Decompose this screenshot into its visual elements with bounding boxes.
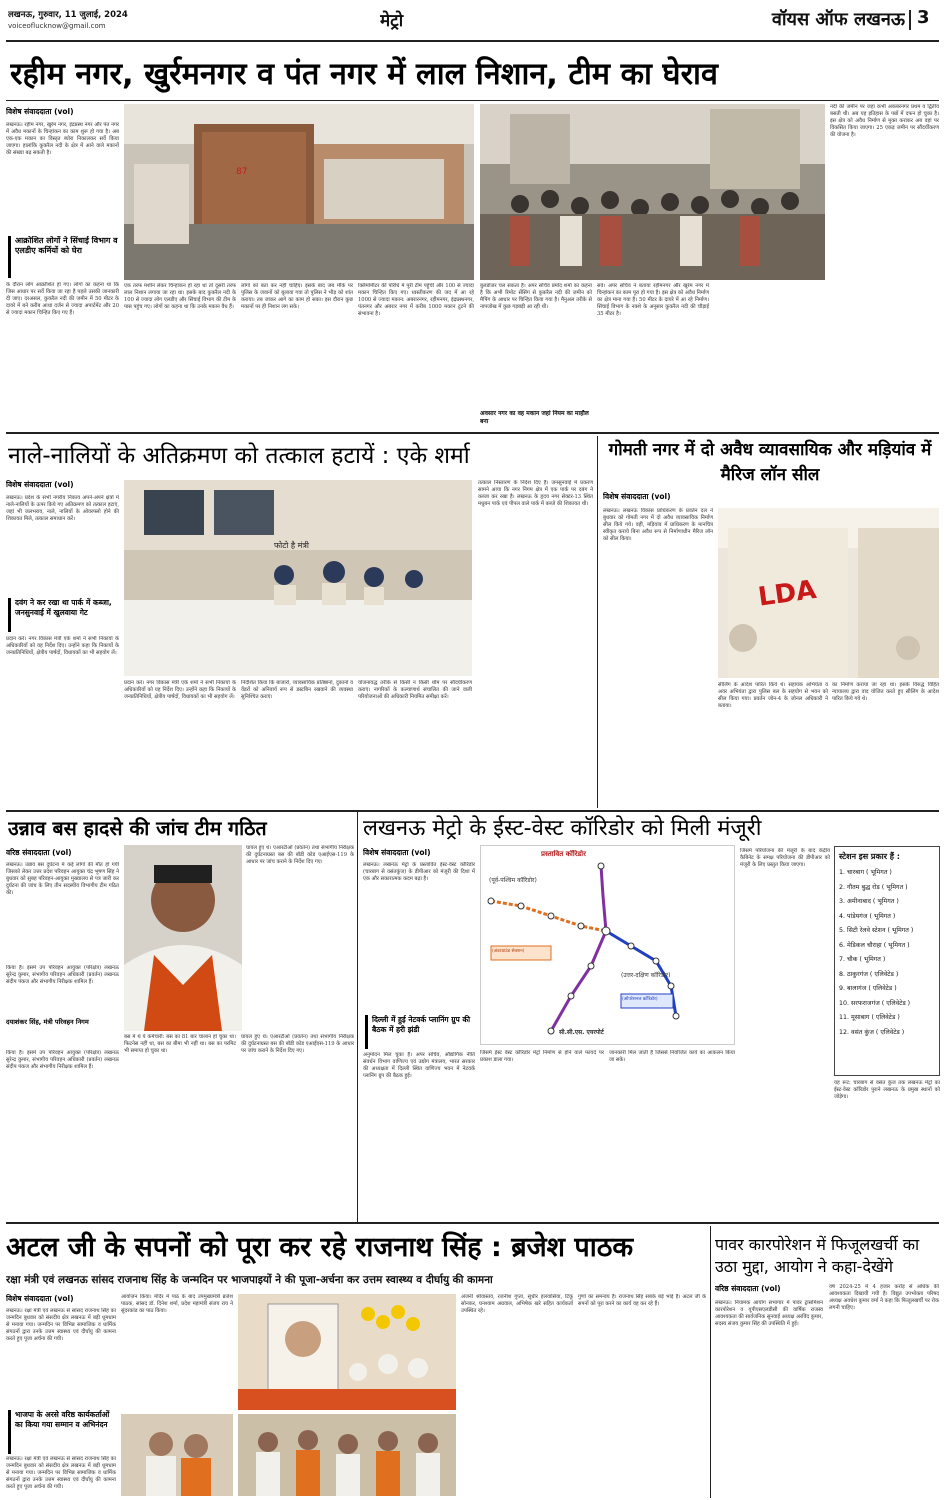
story2-col2: प्रदान करें। नगर विकास मंत्री एके शर्मा ने सभी निकायों के अधिकारियों को यह निर्देश दिए। उन्होंने कहा कि निकायों के जनप्रतिनिधियों, क्षेत्रीय पार्षदों, विधायकों का भी सहयोग लें। <box>6 636 119 656</box>
station-item: 7. चौक ( भूमिगत ) <box>839 956 886 963</box>
station-item: 4. पांडेयगंज ( भूमिगत ) <box>839 912 896 920</box>
station-item: 9. बालागंज ( एलिवेटेड ) <box>839 985 897 992</box>
story7-col2: वर्ष 2024-25 में 4 हजार करोड़ से अधिक की आवश्यकता दिखायी गयी है। विद्युत उपभोक्ता परिषद अध्यक्ष अवधेश कुमार वर्मा ने कहा कि फिजूलखर्ची पर रोक लगनी चाहिए। <box>829 1284 939 1311</box>
station-item: 3. अमीनाबाद ( भूमिगत ) <box>839 898 899 905</box>
story7-headline: पावर कारपोरेशन में फिजूलखर्ची का उठा मुद्दा, आयोग ने कहा-देखेंगे <box>715 1235 920 1276</box>
story1-house-photo <box>124 104 474 280</box>
masthead-section: मेट्रो <box>380 11 404 31</box>
svg-text:87: 87 <box>236 167 248 177</box>
station-item: 12. वसंत कुंज ( एलिवेटेड ) <box>839 1028 905 1036</box>
story6-photo-bottom-left <box>121 1414 233 1496</box>
story1-byline: विशेष संवाददाता (vol) <box>6 107 74 116</box>
map-box-operational: (ऑपरेशनल कॉरिडोर) <box>622 997 658 1002</box>
story5-subhead: दिल्ली में हुई नेटवर्क प्लानिंग ग्रुप की बैठक में हरी झंडी <box>365 1015 475 1049</box>
story4-bottom-rule <box>6 1222 939 1224</box>
story4-col5: बस में थे ये कर्मचारी: बस का 81 बार चालान हो चुका था। फिटनेस नहीं था, बस का बीमा भी नहीं था। बस का परमिट भी समाप्त हो चुका था। <box>124 1034 236 1054</box>
map-end-label: सी.सी.एस. एयरपोर्ट <box>559 1029 604 1036</box>
story1-col1: के दौरान लोग आक्रोशित हो गए। लोगों का कहना था कि जिस आधार पर सर्वे किया जा रहा है पहले उसकी जानकारी दी जाए। दरअसल, कुकरैल नदी की जमीन में 50 मीटर के दायरे में बने करीब आधा दर्जन से ज्यादा अपार्टमेंट और 20 से ज्यादा मकान चिन्हित किए गए हैं। <box>6 282 119 316</box>
story1-col6: सर्वे। अपर सचिव ने बताया रहीमनगर और खुर्रम नगर में चिन्हांकन का काम पूरा हो गया है। इस क्षेत्र को अवैध निर्माण का क्षेत्र माना गया है। 50 मीटर के दायरे में आ रहे निर्माण। सिंचाई विभाग के नक्शे के अनुसार कुकरैल नदी की चौड़ाई 35 मीटर है। <box>597 283 709 317</box>
story3-col1: लखनऊ। लखनऊ विकास प्राधिकरण के प्रवर्तन दल ने बुधवार को गोमती नगर में दो अवैध व्यावसायिक निर्माण सील किये गये। वहीं, मड़ियांव में प्राधिकरण के मानचित्र स्वीकृत कराये बिना अवैध रूप से निर्माणाधीन मैरिज लॉन को सील किया। <box>603 508 713 542</box>
story2-col5: योजनावद्ध तरीके से किसी न किसी थीम पर सौंदर्यीकरण कराएं। नागरिकों के कल्याणार्थ संचालित की जाने वाली परियोजनाओं की अधिकारी नियमित समीक्षा करें। <box>358 680 472 700</box>
story5-byline: विशेष संवाददाता (vol) <box>363 848 431 857</box>
story3-lda-text: LDA <box>756 574 819 613</box>
story6-photo-bottom-mid <box>238 1414 456 1496</box>
story4-col6: घायल हुए थे। एआरटीओ (प्रवर्तन) तथा संभागीय निरीक्षक की दुर्घटनाग्रस्त बस की बॉडी कोड एआईएस-119 के आधार पर जांच कराने के निर्देश दिए गए। <box>241 1034 354 1054</box>
story6-byline: विशेष संवाददाता (vol) <box>6 1294 74 1303</box>
story6-subhead: भाजपा के अरसे वरिष्ठ कार्यकर्ताओं का किया गया सम्मान व अभिनंदन <box>8 1410 116 1454</box>
story2-story3-divider <box>597 436 598 808</box>
story1-col2: एक तरफ मशीन लेकर चिन्हांकन हो रहा था तो दूसरी तरफ लाल निशान लगाया जा रहा था। इसके बाद कुकरैल नदी के 100 से ज्यादा लोग एलडीए और सिंचाई विभाग की टीम के पास पहुंच गए। लोगों का कहना था कि उनके मकान वैध हैं। <box>124 283 236 310</box>
story3-col3: का निर्माण कराया जा रहा था। इसके विरुद्ध विहित न्यायालय द्वारा वाद योजित करते हुए सीलिंग के आदेश पारित किये गये थे। <box>832 682 939 702</box>
station-item: 10. सरफराजगंज ( एलिवेटेड ) <box>839 999 911 1007</box>
map-title: प्रस्तावित कॉरिडोर <box>541 850 586 858</box>
story2-subhead: दवंग ने कर रखा था पार्क में कब्जा, जनसुनवाई में खुलवाया गेट <box>8 598 119 632</box>
story4-col4: किया है। इसमें उप परिवहन आयुक्त (परिक्षेत्र) लखनऊ सुरेन्द्र कुमार, संभागीय परिवहन अधिकारी (प्रवर्तन) लखनऊ संदीप पंकज और संभागीय निरीक्षक शामिल हैं। <box>6 1050 119 1070</box>
station-item: 11. मूसाबाग ( एलिवेटेड ) <box>839 1014 900 1021</box>
station-list-title: स्टेशन इस प्रकार हैं : <box>839 852 900 861</box>
story2-col6: तत्काल निस्तारण के निर्देश दिए हैं। जनसुनवाई में प्रकरण सामने आया कि नगर निगम क्षेत्र में एक पार्क पर दबंग ने कब्जा कर रखा है। लखनऊ के हृदय नगर सेक्टर-13 स्थित मधुबन पार्क एवं पीपल वाले पार्क में कब्जे की शिकायत थी। <box>478 480 593 507</box>
page-number: 3 <box>917 7 930 28</box>
story1-col7: नदी की जमीन पर जहां कभी अकबरनगर प्रथम व द्वितीय बसती थी। अब यह इतिहास के पन्नों में दफन हो चुका है। इस क्षेत्र को अवैध निर्माण से मुक्त कराकर अब वहां पर विकसित किया जाएगा। 25 एकड़ जमीन पर सौंदर्यीकरण की योजना है। <box>830 104 939 138</box>
story1-rule <box>6 100 939 101</box>
masthead-brand: वॉयस ऑफ लखनऊ <box>771 9 905 30</box>
story6-deck: रक्षा मंत्री एवं लखनऊ सांसद राजनाथ सिंह के जन्मदिन पर भाजपाइयों ने की पूजा-अर्चना कर उत्तम स्वास्थ्य व दीर्घायु की कामना <box>6 1274 493 1286</box>
story1-subhead: आक्रोशित लोगों ने सिंचाई विभाग व एलडीए कर्मियों को घेरा <box>8 236 119 278</box>
story4-col1: लखनऊ। उन्नाव बस दुर्घटना में कई लोगों की मौत हो गयी जिसको लेकर उत्तर प्रदेश परिवहन आयुक्त चंद्र भूषण सिंह ने बुधवार को सुबह परिवहन-आयुक्त मुख्यालय से पत्र जारी कर दुर्घटना की जांच के लिए तीन सदस्यीय विभागीय टीम गठित की। <box>6 862 119 896</box>
story1-col3: लोगों को बता कर नहीं चाहिए। इसके बाद जब मौके पर पुलिस के जवानों को बुलाया गया तो पुलिस ने भीड़ को शांत कराया। तब जाकर आगे का काम हो सका। इस दौरान कुछ मकानों पर ही निशान लग सके। <box>241 283 353 310</box>
story4-official-photo <box>124 845 242 1031</box>
story6-col1: लखनऊ। रक्षा मंत्री एवं लखनऊ से सांसद राजनाथ सिंह का जन्मदिन बुधवार को संसदीय क्षेत्र लखनऊ में बड़ी धूमधाम से मनाया गया। जन्मदिन पर विभिन्न सामाजिक व धार्मिक संगठनों द्वारा उनके उत्तम स्वास्थ्य एवं दीर्घायु की कामना करते हुए पूजा अर्चना की गयी। <box>6 1308 116 1342</box>
story4-col2: घायल हुए थे। एआरटीओ (प्रवर्तन) तथा संभागीय निरीक्षक की दुर्घटनाग्रस्त बस की बॉडी कोड एआईएस-119 के आधार पर जांच कराने के निर्देश दिए गए। <box>246 845 354 865</box>
story4-story5-divider <box>357 812 358 1222</box>
story2-meeting-photo <box>124 480 472 676</box>
story1-caption: अवसार नगर का वह मकान जहां नियम का माहौल बना <box>480 410 589 425</box>
station-item: 6. मेडिकल चौराहा ( भूमिगत ) <box>839 941 910 949</box>
story5-col3: जिसमें ईस्ट वेस्ट कॉरिडोर मेट्रो निर्माण से होने वाले फायदे पर प्रकाश डाला गया। <box>480 1050 604 1063</box>
story1-headline: रहीम नगर, खुर्रमनगर व पंत नगर में लाल निशान, टीम का घेराव <box>10 57 718 92</box>
story4-byline: वरिष्ठ संवाददाता (vol) <box>6 848 72 857</box>
story2-col3: प्रदान करें। नगर विकास मंत्री एके शर्मा ने सभी निकायों के अधिकारियों को यह निर्देश दिए। उन्होंने कहा कि निकायों के जनप्रतिनिधियों, क्षेत्रीय पार्षदों, विधायकों का भी सहयोग लें। <box>124 680 236 700</box>
story6-story7-divider <box>710 1226 711 1498</box>
metro-map <box>480 845 735 1045</box>
story6-headline: अटल जी के सपनों को पूरा कर रहे राजनाथ सिंह : ब्रजेश पाठक <box>6 1232 634 1263</box>
story1-bottom-rule <box>6 432 939 434</box>
story5-col2: अनुमोदन मिल चुका है। अपर सचिव, औद्योगिक नीति संवर्धन विभाग वाणिज्य एवं उद्योग मंत्रालय, भारत सरकार की अध्यक्षता में दिल्ली स्थित वाणिज्य भवन में नेटवर्क प्लानिंग ग्रुप की बैठक हुई। <box>363 1052 475 1079</box>
masthead-date: लखनऊ, गुरुवार, 11 जुलाई, 2024 <box>8 10 128 20</box>
story6-col4: अंजनी श्रीवास्तव, रजनीश गुप्ता, सुधीर हलवासिया, टिंकू सोनकर, घनश्याम अग्रवाल, अभिषेक खरे सहित कार्यकर्ता उपस्थित रहे। <box>461 1294 573 1314</box>
story1-col4: क्लिमोमीटर की परिधि में पूरी टीम पहुंची और 100 से ज्यादा मकान चिन्हित किए गए। ध्वस्तीकरण की जद में आ रहे 1000 से ज्यादा मकान: अबरारनगर, रहीमनगर, इंद्रप्रस्थनगर, पंतनगर और अबरार नगर में करीब 1000 मकान टूटने की संभावना है। <box>358 283 474 317</box>
map-label-ew: (पूर्व-पश्चिम कॉरिडोर) <box>489 877 537 884</box>
story7-col1: लखनऊ। नियामक आयोग सभागार में पावर ट्रांसमिशन कारपोरेशन व यूपीएसएलडीसी की वार्षिक राजस्व आवश्यकता की सार्वजनिक सुनवाई अध्यक्ष अरविंद कुमार, सदस्य संजय कुमार सिंह की उपस्थिति में हुई। <box>715 1300 823 1327</box>
station-item: 5. सिटी रेलवे स्टेशन ( भूमिगत ) <box>839 927 914 934</box>
story4-headline: उन्नाव बस हादसे की जांच टीम गठित <box>8 817 267 840</box>
story6-celebration-photo <box>238 1294 456 1410</box>
story6-col5: गुणों का समन्वय है। राजनाथ सिंह सबके बड़े भाई हैं। अटल जी के सपनों को पूरा करने का कार्य वह कर रहे हैं। <box>578 1294 706 1307</box>
story2-col4: निर्देशित किया कि बाजारों, व्यावसायिक प्रतिष्ठानों, दुकानों व वेंडरों को अनिवार्य रूप से डस्टबिन रखवाने की व्यवस्था सुनिश्चित कराएं। <box>241 680 353 700</box>
story1-crowd-photo <box>480 104 825 280</box>
story5-col1: लखनऊ। लखनऊ मेट्रो के प्रस्तावित ईस्ट-वेस्ट कॉरिडोर (चारबाग से वसंतकुंज) के डीपीआर को मंजूरी की दिशा में एक और सकारात्मक कदम बढ़ा है। <box>363 862 475 882</box>
map-box-underground: (अंडरग्राउंड सेक्शन) <box>492 949 525 954</box>
story2-byline: विशेष संवाददाता (vol) <box>6 480 74 489</box>
story5-col6: यह रूट: चारबाग से वसंत कुंज तक लखनऊ मेट्रो का ईस्ट-वेस्ट कॉरिडोर पुराने लखनऊ के प्रमुख स्थानों को जोड़ेगा। <box>834 1080 940 1100</box>
station-list <box>834 846 940 1076</box>
masthead-rule <box>6 40 939 42</box>
story5-headline: लखनऊ मेट्रो के ईस्ट-वेस्ट कॉरिडोर को मिली मंजूरी <box>363 816 762 841</box>
masthead-email: voiceoflucknow@gmail.com <box>8 22 106 30</box>
story3-col2: सीलिंग के आदेश पारित किये थे। सहायक अभियंता व अवर अभियंता द्वारा पुलिस बल के सहयोग से भवन को सील किया गया। प्रवर्तन जोन-4 के जोनल अधिकारी ने बताया। <box>718 682 828 709</box>
story2-photo-label: फोटो है मंत्री <box>274 541 309 550</box>
story2-headline: नाले-नालियों के अतिक्रमण को तत्काल हटायें : एके शर्मा <box>8 443 470 469</box>
story4-col3: किया है। इसमें उप परिवहन आयुक्त (परिक्षेत्र) लखनऊ सुरेन्द्र कुमार, संभागीय परिवहन अधिकारी (प्रवर्तन) लखनऊ संदीप पंकज और संभागीय निरीक्षक शामिल हैं। <box>6 965 119 985</box>
station-item: 1. चारबाग ( भूमिगत ) <box>839 869 892 876</box>
story3-seal-photo <box>718 508 939 678</box>
story5-col4: जानकारी मिल जाती है जिससे नियोजित कार्य का आकलन किया जा सके। <box>609 1050 735 1063</box>
story1-col5: बुलडोजर चल सकता है। अपर सचिव प्रमोद शर्मा का कहना है कि अभी रिमोट सेंसिंग से कुकरैल नदी की जमीन को मैपिंग के आधार पर चिन्हित किया गया है। मैनुअल तरीके से नापजोख में कुछ गड़बड़ी आ रही थी। <box>480 283 592 310</box>
story4-signoff: दयाशंकर सिंह, मंत्री परिवहन निगम <box>6 1018 89 1026</box>
story5-col5: जिसमें परियोजना की मंजूरी के बाद केंद्रीय कैबिनेट के समक्ष परियोजना की डीपीआर को मंजूरी के लिए प्रस्तुत किया जाएगा। <box>740 848 830 868</box>
masthead <box>0 0 945 42</box>
story3-headline: गोमती नगर में दो अवैध व्यावसायिक और मड़ियांव में मैरिज लॉन सील <box>608 440 932 485</box>
station-item: 8. ठाकुरगंज ( एलिवेटेड ) <box>839 970 899 978</box>
story2-col1: लखनऊ। प्रदेश के सभी नगरीय निकाय अपने-अपने क्षेत्रों में नाले-नालियों के ऊपर किये गए अतिक्रमण को तत्काल हटाएं, जहां भी जलभराव, नाले, नालियों के ओवरफ्लो होने की शिकायत मिले, तत्काल समाधान करें। <box>6 495 119 522</box>
map-label-ns: (उत्तर-दक्षिण कॉरिडोर) <box>621 972 671 979</box>
story1-lead: लखनऊ। रहीम नगर, खुर्रम नगर, इंद्रप्रस्थ नगर और पंत नगर में अवैध मकानों के चिन्हांकन का काम शुरू हो गया है। अब एक-एक मकान का विस्तृत ब्योरा निकालकर सर्वे किया जाएगा। हालांकि कुकरैल नदी के क्षेत्र में आने वाले मकानों की संख्या बढ़ सकती है। <box>6 122 119 156</box>
story7-byline: वरिष्ठ संवाददाता (vol) <box>715 1284 781 1293</box>
story3-byline: विशेष संवाददाता (vol) <box>603 492 671 501</box>
story6-col3: आयोजन किया। मंदिर में पाठ के बाद उपमुख्यमंत्री ब्रजेश पाठक, सांसद डॉ. दिनेश शर्मा, प्रदेश महामंत्री संजय राय ने सुंदरकांड का पाठ किया। <box>121 1294 233 1314</box>
masthead-divider <box>909 10 911 30</box>
story6-col2: लखनऊ। रक्षा मंत्री एवं लखनऊ से सांसद राजनाथ सिंह का जन्मदिन बुधवार को संसदीय क्षेत्र लखनऊ में बड़ी धूमधाम से मनाया गया। जन्मदिन पर विभिन्न सामाजिक व धार्मिक संगठनों द्वारा उनके उत्तम स्वास्थ्य एवं दीर्घायु की कामना करते हुए पूजा अर्चना की गयी। <box>6 1456 116 1490</box>
station-item: 2. गौतम बुद्ध रोड ( भूमिगत ) <box>839 883 908 891</box>
